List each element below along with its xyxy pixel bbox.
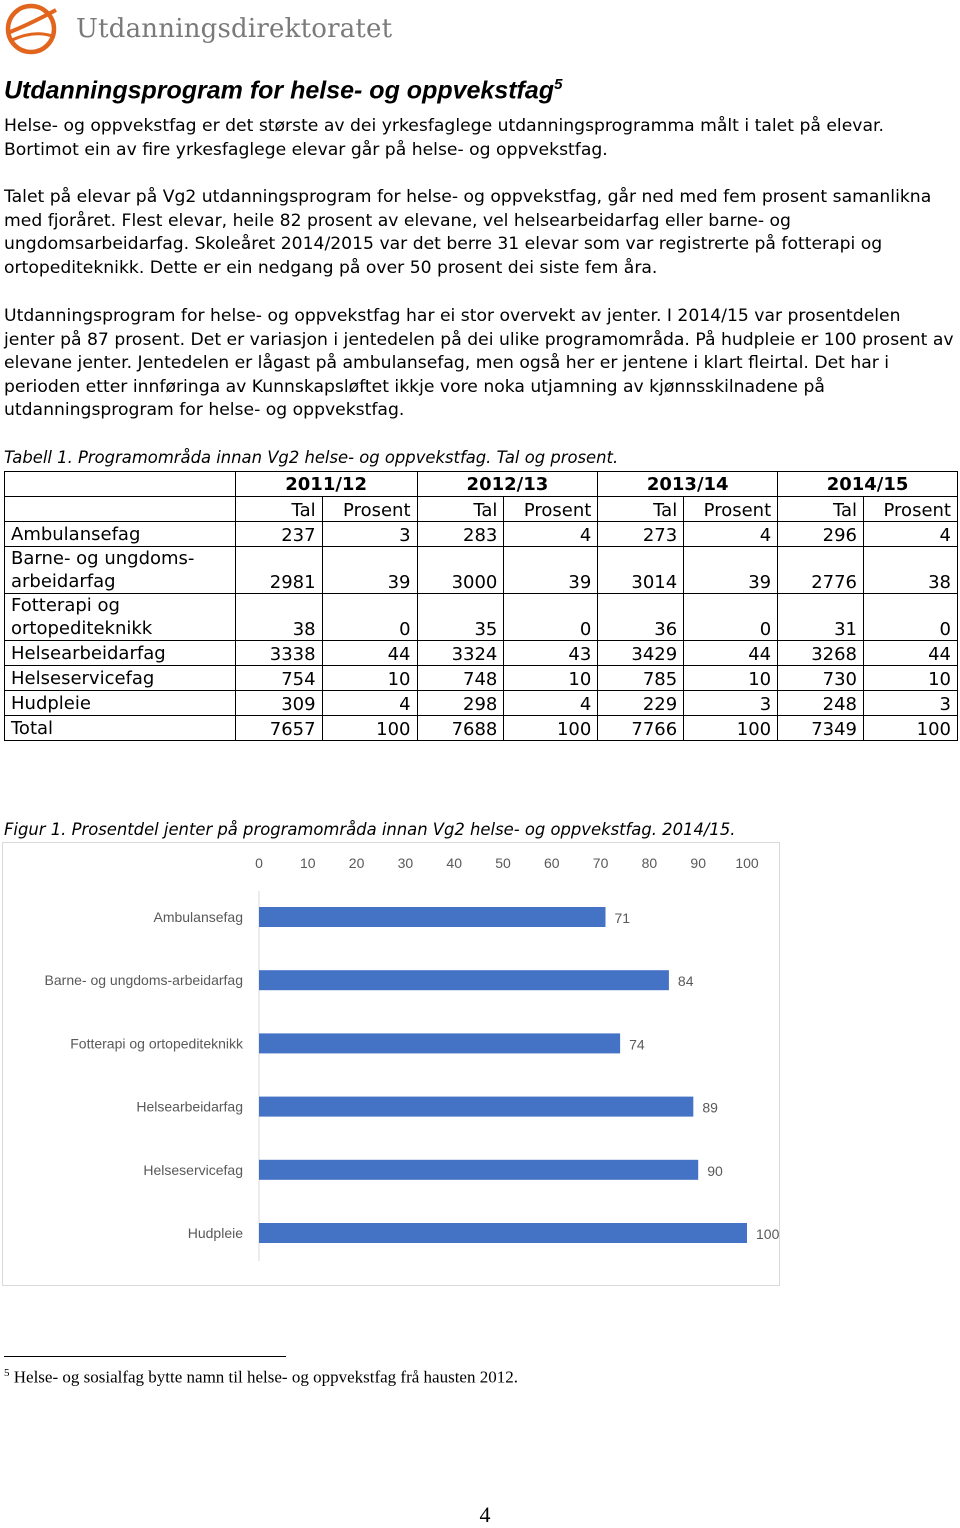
- table-year-header: 2012/13: [417, 472, 598, 497]
- table-year-header: 2014/15: [778, 472, 958, 497]
- table-year-header: 2011/12: [235, 472, 417, 497]
- table-row-label: [5, 547, 236, 594]
- table-cell: 43: [504, 641, 598, 666]
- bar: [259, 1033, 620, 1053]
- bar: [259, 1160, 698, 1180]
- table-row-label: [5, 641, 236, 666]
- table-cell: 44: [684, 641, 778, 666]
- table-cell: 38: [864, 547, 958, 594]
- table-row-label-line: Fotterapi og: [11, 595, 120, 616]
- figure-caption: Figur 1. Prosentdel jenter på programområda innan Vg2 helse- og oppvekstfag. 2014/15.: [4, 820, 736, 839]
- table-row-label: [5, 594, 236, 641]
- x-tick-label: 20: [348, 855, 365, 871]
- table-row-label-line: Hudpleie: [11, 693, 91, 714]
- table-cell: 229: [598, 691, 684, 716]
- category-label: Hudpleie: [187, 1225, 243, 1241]
- data-label: 100: [756, 1226, 779, 1242]
- table-cell: 785: [598, 666, 684, 691]
- table-cell: 3000: [417, 547, 504, 594]
- table-row-label: [5, 691, 236, 716]
- bar: [259, 907, 605, 927]
- x-tick-label: 50: [495, 855, 511, 871]
- table-cell: 3268: [778, 641, 864, 666]
- footnote-text: Helse- og sosialfag bytte namn til helse- og oppvekstfag frå hausten 2012.: [13, 1367, 518, 1387]
- table-cell: 298: [417, 691, 504, 716]
- x-tick-label: 70: [592, 855, 609, 871]
- table-cell: 3: [684, 691, 778, 716]
- title-text: Utdanningsprogram for helse- og oppvekstfag: [4, 76, 555, 105]
- table-cell: 3324: [417, 641, 504, 666]
- x-tick-label: 30: [397, 855, 414, 871]
- bar-chart: [2, 842, 780, 1286]
- bar: [259, 1097, 693, 1117]
- footnote-divider: [4, 1356, 286, 1357]
- table-subheader: Prosent: [504, 497, 598, 522]
- table-cell: 3429: [598, 641, 684, 666]
- table-cell: 0: [684, 594, 778, 641]
- table-row: [5, 641, 958, 666]
- table-row-label-line: Helsearbeidarfag: [11, 643, 166, 664]
- table-cell: 296: [778, 522, 864, 547]
- table-corner-cell: [5, 472, 236, 497]
- table-row: [5, 594, 958, 641]
- table-cell: 3: [864, 691, 958, 716]
- table-cell: 38: [235, 594, 322, 641]
- data-label: 74: [629, 1036, 645, 1053]
- category-label: Ambulansefag: [153, 909, 243, 925]
- table-cell: 309: [235, 691, 322, 716]
- table-year-header: 2013/14: [598, 472, 778, 497]
- table-cell: 237: [235, 522, 322, 547]
- table-cell: 7349: [778, 716, 864, 741]
- table-cell: 10: [864, 666, 958, 691]
- title-footnote-ref: 5: [554, 76, 563, 93]
- table-cell: 248: [778, 691, 864, 716]
- table-cell: 100: [504, 716, 598, 741]
- data-label: 90: [707, 1162, 723, 1179]
- chart-svg: [3, 843, 779, 1285]
- table-row-label-line: Total: [11, 718, 54, 739]
- table-cell: 39: [504, 547, 598, 594]
- table-cell: 4: [504, 522, 598, 547]
- category-label: Helsearbeidarfag: [136, 1098, 243, 1115]
- table-row: [5, 716, 958, 741]
- table-subheader: Tal: [235, 497, 322, 522]
- table-subheader: Tal: [778, 497, 864, 522]
- table-cell: 4: [322, 691, 417, 716]
- table-cell: 39: [684, 547, 778, 594]
- table-cell: 100: [864, 716, 958, 741]
- table-cell: 273: [598, 522, 684, 547]
- table-cell: 7766: [598, 716, 684, 741]
- table-row-label-line: Ambulansefag: [11, 524, 141, 545]
- page-title: [4, 76, 562, 105]
- table-cell: 36: [598, 594, 684, 641]
- table-cell: 35: [417, 594, 504, 641]
- x-tick-label: 60: [544, 855, 560, 871]
- x-tick-label: 100: [735, 855, 759, 871]
- table-cell: 3: [322, 522, 417, 547]
- table-subheader: Tal: [598, 497, 684, 522]
- header-logo: [4, 2, 393, 56]
- table-row-label-line: Helseservicefag: [11, 668, 155, 689]
- table-row-label: [5, 522, 236, 547]
- table-cell: 2981: [235, 547, 322, 594]
- x-tick-label: 0: [255, 855, 263, 871]
- table-cell: 4: [684, 522, 778, 547]
- table-caption: Tabell 1. Programområda innan Vg2 helse- og oppvekstfag. Tal og prosent.: [4, 448, 619, 467]
- footnote: [4, 1367, 518, 1388]
- data-table: [4, 471, 958, 741]
- table-row-label-line: ortopediteknikk: [11, 618, 153, 639]
- paragraph-3: Utdanningsprogram for helse- og oppvekstfag har ei stor overvekt av jenter. I 2014/15 var prosentdelen jenter på 87 prosent. Det er variasjon i jentedelen på dei ulike programområda. På hudpleie er 100 prosent av elevane jenter. Jentedelen er lågast på ambulansefag, men også her er jentene i klart fleirtal. Det har i perioden etter innføringa av Kunnskapsløftet ikkje vore noka utjamning av kjønnsskilnadene på utdanningsprogram for helse- og oppvekstfag.: [4, 306, 954, 421]
- table-cell: 3014: [598, 547, 684, 594]
- table-row: [5, 547, 958, 594]
- table-cell: 10: [322, 666, 417, 691]
- table-subheader: Prosent: [322, 497, 417, 522]
- table-cell: 100: [684, 716, 778, 741]
- category-label: Barne- og ungdoms-arbeidarfag: [44, 972, 243, 989]
- table-cell: 100: [322, 716, 417, 741]
- data-label: 71: [614, 910, 631, 926]
- table-cell: 4: [864, 522, 958, 547]
- table-row: [5, 691, 958, 716]
- table-cell: 44: [322, 641, 417, 666]
- x-tick-label: 40: [446, 855, 462, 871]
- x-tick-label: 80: [641, 855, 658, 871]
- bar: [259, 970, 669, 990]
- table-cell: 0: [864, 594, 958, 641]
- table-cell: 10: [684, 666, 778, 691]
- table-cell: 4: [504, 691, 598, 716]
- table-cell: 10: [504, 666, 598, 691]
- table-subheader: Prosent: [684, 497, 778, 522]
- table-subheader: Prosent: [864, 497, 958, 522]
- table-corner-cell: [5, 497, 236, 522]
- x-tick-label: 90: [690, 855, 706, 871]
- category-label: Helseservicefag: [143, 1161, 243, 1178]
- logo-text: Utdanningsdirektoratet: [76, 14, 393, 44]
- table-cell: 754: [235, 666, 322, 691]
- x-tick-label: 10: [300, 855, 316, 871]
- category-label: Fotterapi og ortopediteknikk: [70, 1035, 243, 1052]
- udir-logo-icon: [4, 2, 60, 56]
- paragraph-2: Talet på elevar på Vg2 utdanningsprogram for helse- og oppvekstfag, går ned med fem prosent samanlikna med fjoråret. Flest elevar, heile 82 prosent av elevane, vel helsearbeidarfag eller barne- og ungdomsarbeidarfag. Skoleåret 2014/2015 var det berre 31 elevar som var registrerte på fotterapi og ortopediteknikk. Dette er ein nedgang på over 50 prosent dei siste fem åra.: [4, 187, 932, 278]
- table-cell: 44: [864, 641, 958, 666]
- table-row-label: [5, 716, 236, 741]
- table-cell: 31: [778, 594, 864, 641]
- table-cell: 39: [322, 547, 417, 594]
- page-number: 4: [479, 1502, 491, 1527]
- table-cell: 7657: [235, 716, 322, 741]
- table-cell: 0: [322, 594, 417, 641]
- table-row-label-line: arbeidarfag: [11, 571, 116, 592]
- table-subheader: Tal: [417, 497, 504, 522]
- table-cell: 730: [778, 666, 864, 691]
- footnote-ref: 5: [4, 1367, 10, 1379]
- table-row-label-line: Barne- og ungdoms-: [11, 548, 195, 569]
- table-row-label: [5, 666, 236, 691]
- data-label: 84: [677, 973, 694, 990]
- paragraph-1: Helse- og oppvekstfag er det største av dei yrkesfaglege utdanningsprogramma målt i talet på elevar. Bortimot ein av fire yrkesfaglege elevar går på helse- og oppvekstfag.: [4, 116, 884, 160]
- table-cell: 3338: [235, 641, 322, 666]
- table-cell: 283: [417, 522, 504, 547]
- table-row: [5, 522, 958, 547]
- table-cell: 0: [504, 594, 598, 641]
- bar: [259, 1223, 747, 1243]
- data-label: 89: [702, 1099, 718, 1116]
- table-cell: 748: [417, 666, 504, 691]
- table-cell: 2776: [778, 547, 864, 594]
- table-row: [5, 666, 958, 691]
- table-cell: 7688: [417, 716, 504, 741]
